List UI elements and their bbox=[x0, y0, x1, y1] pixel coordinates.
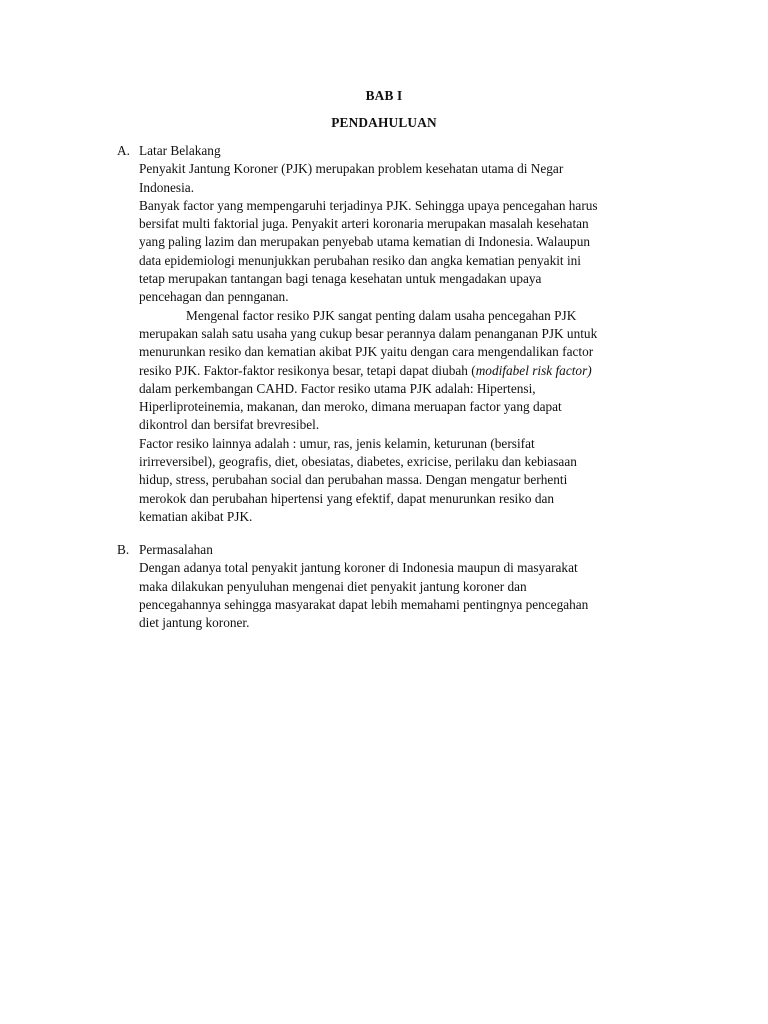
text-line: merokok dan perubahan hipertensi yang efektif, dapat menurunkan resiko dan bbox=[139, 490, 555, 506]
text-line: pencegahannya sehingga masyarakat dapat lebih memahami pentingnya pencegahan bbox=[139, 596, 589, 612]
text-line: menurunkan resiko dan kematian akibat PJK yaitu dengan cara mengendalikan factor bbox=[139, 344, 594, 360]
section-title: Permasalahan bbox=[139, 542, 213, 557]
section-latar-belakang bbox=[117, 142, 677, 526]
text-line: diet jantung koroner. bbox=[139, 615, 250, 631]
section-body bbox=[139, 559, 664, 632]
text-line: hidup, stress, perubahan social dan perubahan massa. Dengan mengatur berhenti bbox=[139, 472, 568, 488]
text-line: Hiperliproteinemia, makanan, dan meroko, dimana meruapan factor yang dapat bbox=[139, 399, 562, 415]
chapter-number: BAB I bbox=[365, 88, 403, 103]
section-title: Latar Belakang bbox=[139, 143, 221, 158]
chapter-title: PENDAHULUAN bbox=[331, 115, 437, 130]
text-line: maka dilakukan penyuluhan mengenai diet penyakit jantung koroner dan bbox=[139, 578, 527, 594]
text-line: merupakan salah satu usaha yang cukup besar perannya dalam penanganan PJK untuk bbox=[139, 325, 598, 341]
paragraph bbox=[139, 307, 664, 435]
text-line: bersifat multi faktorial juga. Penyakit arteri koronaria merupakan masalah kesehatan bbox=[139, 216, 589, 232]
text-span: resiko PJK. Faktor-faktor resikonya besar, tetapi dapat diubah ( bbox=[139, 362, 476, 378]
text-line: irirreversibel), geografis, diet, obesiatas, diabetes, exricise, perilaku dan kebiasaan bbox=[139, 454, 577, 470]
italic-term: modifabel risk factor) bbox=[475, 362, 592, 378]
section-permasalahan bbox=[117, 541, 677, 632]
text-line: Mengenal factor resiko PJK sangat penting dalam usaha pencegahan PJK bbox=[186, 307, 577, 323]
section-marker: B. bbox=[117, 542, 130, 557]
text-line: data epidemiologi menunjukkan perubahan resiko dan angka kematian penyakit ini bbox=[139, 252, 581, 268]
text-line: dalam perkembangan CAHD. Factor resiko utama PJK adalah: Hipertensi, bbox=[139, 380, 536, 396]
text-line: Dengan adanya total penyakit jantung koroner di Indonesia maupun di masyarakat bbox=[139, 560, 578, 576]
text-line: pencehagan dan pennganan. bbox=[139, 289, 289, 305]
section-heading bbox=[117, 142, 677, 160]
section-body bbox=[139, 160, 664, 526]
text-line: tetap merupakan tantangan bagi tenaga kesehatan untuk mengadakan upaya bbox=[139, 271, 542, 287]
paragraph bbox=[139, 559, 664, 632]
paragraph bbox=[139, 197, 664, 307]
paragraph bbox=[139, 160, 664, 197]
section-marker: A. bbox=[117, 143, 130, 158]
text-line: Penyakit Jantung Koroner (PJK) merupakan problem kesehatan utama di Negar bbox=[139, 161, 564, 177]
text-line: Banyak factor yang mempengaruhi terjadinya PJK. Sehingga upaya pencegahan harus bbox=[139, 197, 598, 213]
section-heading bbox=[117, 541, 677, 559]
text-line: yang paling lazim dan merupakan penyebab utama kematian di Indonesia. Walaupun bbox=[139, 234, 590, 250]
text-line: kematian akibat PJK. bbox=[139, 508, 253, 524]
text-line: Factor resiko lainnya adalah : umur, ras, jenis kelamin, keturunan (bersifat bbox=[139, 435, 535, 451]
paragraph bbox=[139, 435, 664, 526]
text-line: dikontrol dan bersifat brevresibel. bbox=[139, 417, 320, 433]
text-line bbox=[139, 362, 664, 380]
text-line: Indonesia. bbox=[139, 179, 195, 195]
